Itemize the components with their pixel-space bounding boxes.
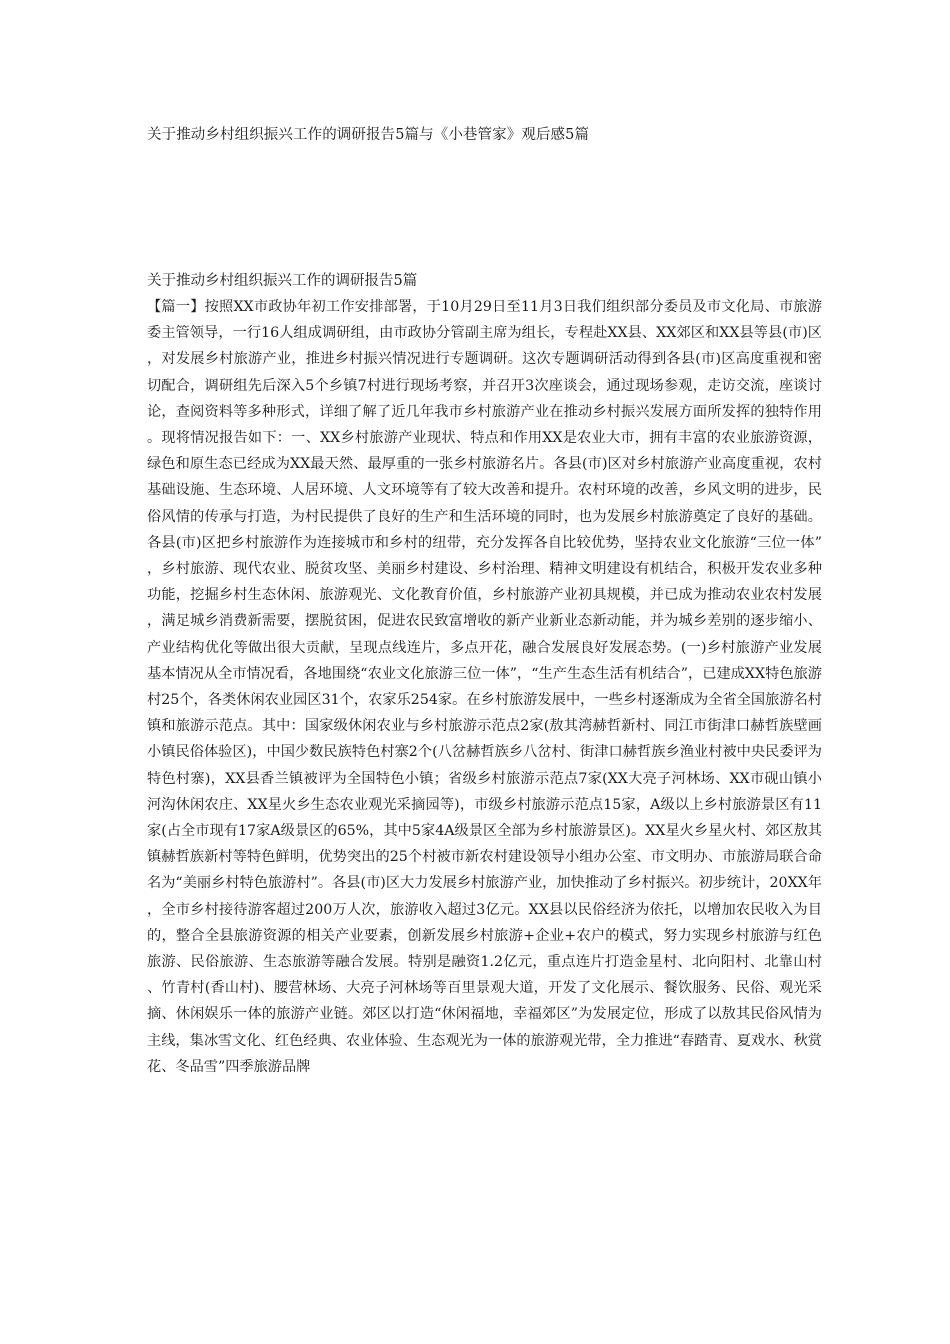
document-title: 关于推动乡村组织振兴工作的调研报告5篇与《小巷管家》观后感5篇 — [147, 127, 590, 143]
section-heading: 关于推动乡村组织振兴工作的调研报告5篇 — [147, 273, 418, 289]
body-paragraph: 【篇一】按照XX市政协年初工作安排部署，于10月29日至11月3日我们组织部分委员及市文化局、市旅游委主管领导，一行16人组成调研组，由市政协分管副主席为组长，专程赴XX县、XX郊区和XX县等县(市)区，对发展乡村旅游产业，推进乡村振兴情况进行专题调研。这次专题调研活动得到各县(市)区高度重视和密切配合，调研组先后深入5个乡镇7村进行现场考察，并召开3次座谈会，通过现场参观，走访交流，座谈讨论，查阅资料等多种形式，详细了解了近几年我市乡村旅游产业在推动乡村振兴发展方面所发挥的独特作用。现将情况报告如下：一、XX乡村旅游产业现状、特点和作用XX是农业大市，拥有丰富的农业旅游资源，绿色和原生态已经成为XX最天然、最厚重的一张乡村旅游名片。各县(市)区对乡村旅游产业高度重视，农村基础设施、生态环境、人居环境、人文环境等有了较大改善和提升。农村环境的改善，乡风文明的进步，民俗风情的传承与打造，为村民提供了良好的生产和生活环境的同时，也为发展乡村旅游奠定了良好的基础。各县(市)区把乡村旅游作为连接城市和乡村的纽带，充分发挥各自比较优势，坚持农业文化旅游“三位一体”，乡村旅游、现代农业、脱贫攻坚、美丽乡村建设、乡村治理、精神文明建设有机结合，积极开发农业多种功能，挖掘乡村生态休闲、旅游观光、文化教育价值，乡村旅游产业初具规模，并已成为推动农业农村发展，满足城乡消费新需要，摆脱贫困，促进农民致富增收的新产业新业态新动能，并为城乡差别的逐步缩小、产业结构优化等做出很大贡献，呈现点线连片，多点开花，融合发展良好发展态势。(一)乡村旅游产业发展基本情况从全市情况看，各地围绕“农业文化旅游三位一体”，“生产生态生活有机结合”，已建成XX特色旅游村25个，各类休闲农业园区31个，农家乐254家。在乡村旅游发展中，一些乡村逐渐成为全省全国旅游名村镇和旅游示范点。其中：国家级休闲农业与乡村旅游示范点2家(敖其湾赫哲新村、同江市街津口赫哲族壁画小镇民俗体验区)，中国少数民族特色村寨2个(八岔赫哲族乡八岔村、街津口赫哲族乡渔业村被中央民委评为特色村寨)，XX县香兰镇被评为全国特色小镇；省级乡村旅游示范点7家(XX大亮子河林场、XX市砚山镇小河沟休闲农庄、XX星火乡生态农业观光采摘园等)，市级乡村旅游示范点15家，A级以上乡村旅游景区有11家(占全市现有17家A级景区的65%，其中5家4A级景区全部为乡村旅游景区)。XX星火乡星火村、郊区敖其镇赫哲族新村等特色鲜明，优势突出的25个村被市新农村建设领导小组办公室、市文明办、市旅游局联合命名为“美丽乡村特色旅游村”。各县(市)区大力发展乡村旅游产业，加快推动了乡村振兴。初步统计，20XX年，全市乡村接待游客超过200万人次，旅游收入超过3亿元。XX县以民俗经济为依托，以增加农民收入为目的，整合全县旅游资源的相关产业要素，创新发展乡村旅游+企业+农户的模式，努力实现乡村旅游与红色旅游、民俗旅游、生态旅游等融合发展。特别是融资1.2亿元，重点连片打造金星村、北向阳村、北靠山村、竹青村(香山村)、腰营林场、大亮子河林场等百里景观大道，开发了文化展示、餐饮服务、民俗、观光采摘、休闲娱乐一体的旅游产业链。郊区以打造“休闲福地，幸福郊区”为发展定位，形成了以敖其民俗风情为主线，集冰雪文化、红色经典、农业体验、生态观光为一体的旅游观光带，全力推进“春踏青、夏戏水、秋赏花、冬品雪”四季旅游品牌 — [147, 299, 822, 1075]
